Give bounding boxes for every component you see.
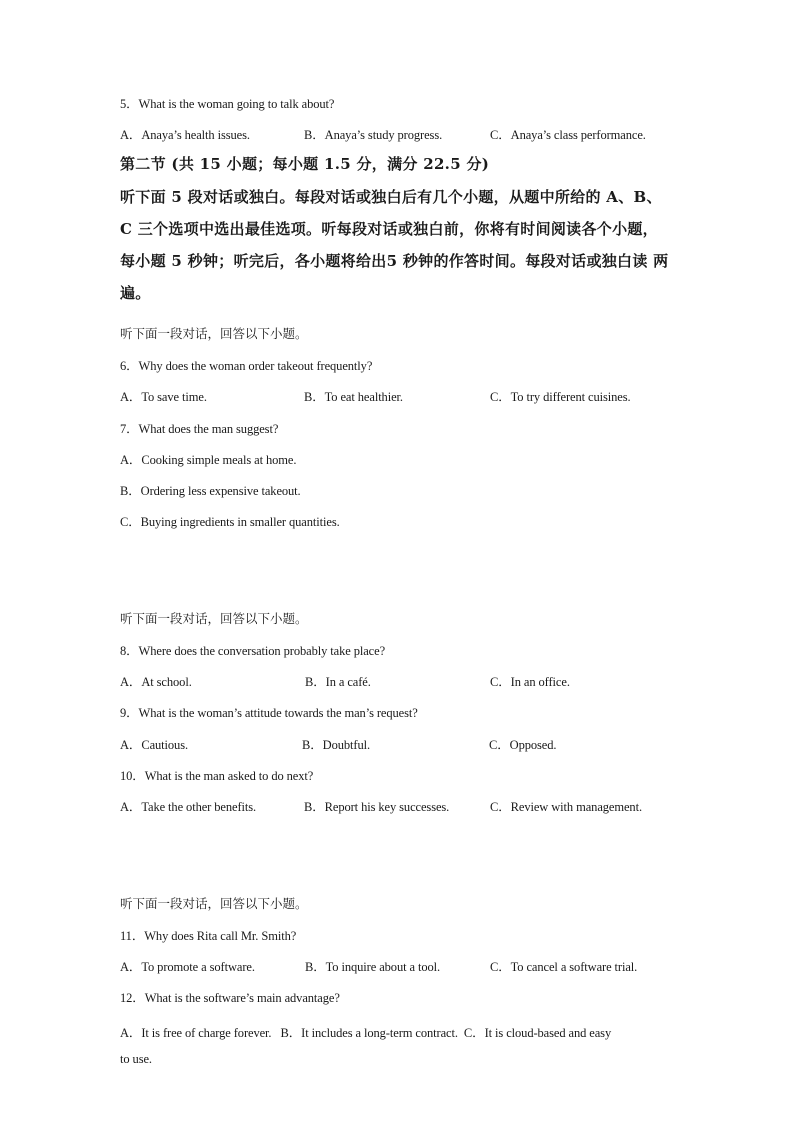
question-7-stem: 7．What does the man suggest? xyxy=(120,422,279,436)
question-6-option-a: A．To save time. xyxy=(120,390,207,404)
question-7-option-b: B．Ordering less expensive takeout. xyxy=(120,484,301,498)
dialogue-heading-3: 听下面一段对话，回答以下小题。 xyxy=(120,896,308,911)
question-10-option-c: C．Review with management. xyxy=(490,800,642,814)
question-11-option-a: A．To promote a software. xyxy=(120,960,255,974)
question-9-option-a: A．Cautious. xyxy=(120,738,188,752)
section-instructions-line-2: C 三个选项中选出最佳选项。听每段对话或独白前，你将有时间阅读各个小题， xyxy=(120,220,658,238)
question-5-stem: 5．What is the woman going to talk about? xyxy=(120,97,335,111)
section-title: 第二节 (共 15 小题；每小题 1.5 分，满分 22.5 分) xyxy=(120,155,490,173)
question-12-stem: 12．What is the software’s main advantage? xyxy=(120,991,340,1005)
question-9-option-c: C．Opposed. xyxy=(489,738,557,752)
question-11-stem: 11．Why does Rita call Mr. Smith? xyxy=(120,929,297,943)
question-10-option-a: A．Take the other benefits. xyxy=(120,800,257,814)
question-10-option-b: B．Report his key successes. xyxy=(304,800,450,814)
question-9-option-b: B．Doubtful. xyxy=(302,738,370,752)
dialogue-heading-2: 听下面一段对话，回答以下小题。 xyxy=(120,611,308,626)
question-8-stem: 8．Where does the conversation probably take place? xyxy=(120,644,386,658)
question-5-option-a: A．Anaya’s health issues. xyxy=(120,128,250,142)
question-6-option-c: C．To try different cuisines. xyxy=(490,390,631,404)
question-5-option-b: B．Anaya’s study progress. xyxy=(304,128,443,142)
section-instructions-line-3: 每小题 5 秒钟；听完后，各小题将给出5 秒钟的作答时间。每段对话或独白读 两 xyxy=(120,252,669,270)
section-instructions-line-1: 听下面 5 段对话或独白。每段对话或独白后有几个小题，从题中所给的 A、B、 xyxy=(120,188,662,206)
question-6-option-b: B．To eat healthier. xyxy=(304,390,403,404)
question-6-stem: 6．Why does the woman order takeout frequently? xyxy=(120,359,373,373)
question-10-stem: 10．What is the man asked to do next? xyxy=(120,769,314,783)
question-8-option-c: C．In an office. xyxy=(490,675,570,689)
question-12-options-continued: to use. xyxy=(120,1052,152,1066)
dialogue-heading-1: 听下面一段对话，回答以下小题。 xyxy=(120,326,308,341)
question-9-stem: 9．What is the woman’s attitude towards the man’s request? xyxy=(120,706,418,720)
question-11-option-b: B．To inquire about a tool. xyxy=(305,960,441,974)
question-7-option-a: A．Cooking simple meals at home. xyxy=(120,453,297,467)
question-5-option-c: C．Anaya’s class performance. xyxy=(490,128,646,142)
question-12-options: A．It is free of charge forever. B．It includes a long-term contract. C．It is cloud-based and easy xyxy=(120,1026,612,1040)
question-8-option-b: B．In a café. xyxy=(305,675,371,689)
question-8-option-a: A．At school. xyxy=(120,675,192,689)
question-7-option-c: C．Buying ingredients in smaller quantities. xyxy=(120,515,340,529)
question-11-option-c: C．To cancel a software trial. xyxy=(490,960,638,974)
section-instructions-line-4: 遍。 xyxy=(120,284,151,302)
